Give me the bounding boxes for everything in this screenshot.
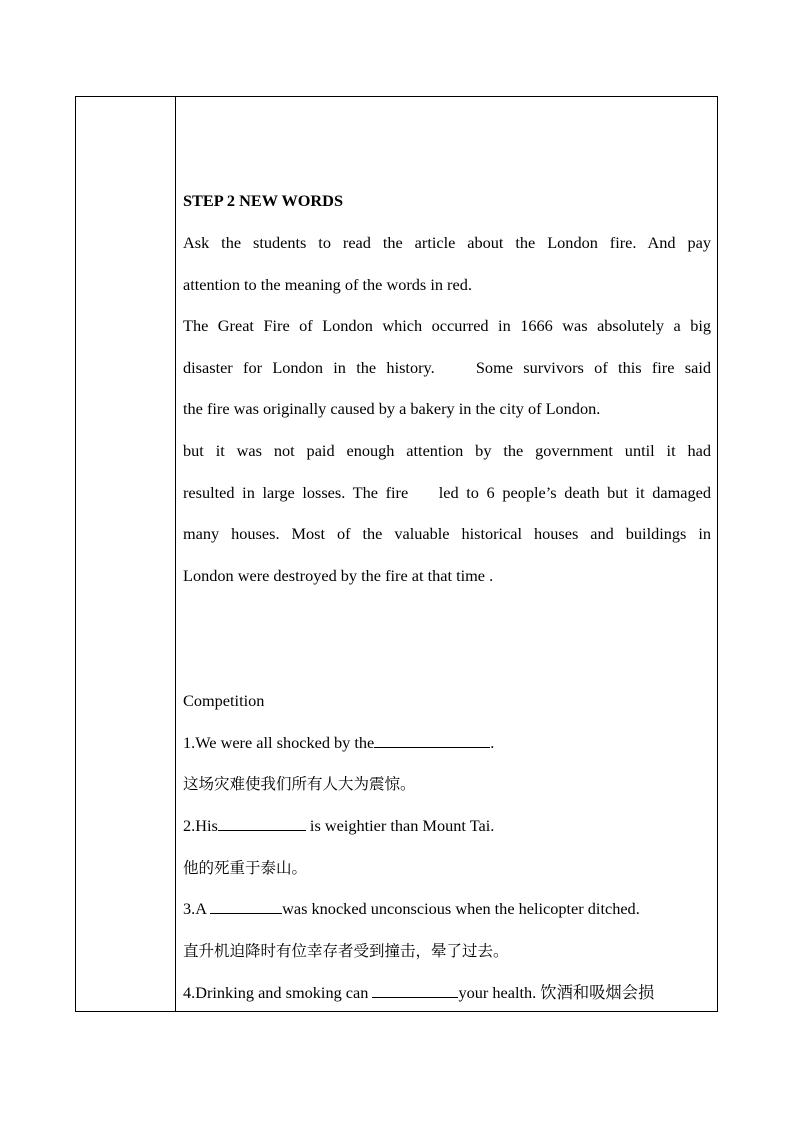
question-2-text: 2.His xyxy=(183,816,218,835)
question-1 xyxy=(183,733,711,753)
question-3-text: 3.A xyxy=(183,899,211,918)
question-2 xyxy=(183,816,711,836)
question-3-translation: 直升机迫降时有位幸存者受到撞击，晕了过去。 xyxy=(183,942,509,960)
answer-blank[interactable] xyxy=(374,733,490,748)
article-line: resulted in large losses. The fire led to 6 people’s death but it damaged xyxy=(183,483,711,502)
question-4-end: your health. 饮酒和吸烟会损 xyxy=(458,983,655,1002)
article-line: London were destroyed by the fire at that time . xyxy=(183,566,494,585)
left-column-cell xyxy=(76,97,176,1011)
instruction-line: Ask the students to read the article about the London fire. And pay xyxy=(183,233,711,252)
question-1-text: 1.We were all shocked by the xyxy=(183,733,375,752)
question-3-end: was knocked unconscious when the helicopter ditched. xyxy=(282,899,640,918)
answer-blank[interactable] xyxy=(218,816,306,831)
question-1-end: . xyxy=(490,733,495,752)
article-line: many houses. Most of the valuable historical houses and buildings in xyxy=(183,524,711,543)
article-line: the fire was originally caused by a bakery in the city of London. xyxy=(183,399,601,418)
question-4 xyxy=(183,983,711,1003)
article-line: disaster for London in the history. Some survivors of this fire said xyxy=(183,358,711,377)
question-2-translation: 他的死重于泰山。 xyxy=(183,859,308,877)
question-4-text: 4.Drinking and smoking can xyxy=(183,983,373,1002)
answer-blank[interactable] xyxy=(210,899,282,914)
question-3 xyxy=(183,899,711,919)
answer-blank[interactable] xyxy=(372,983,458,998)
question-2-end: is weightier than Mount Tai. xyxy=(305,816,495,835)
article-line: but it was not paid enough attention by the government until it had xyxy=(183,441,711,460)
lesson-table xyxy=(75,96,718,1012)
competition-title: Competition xyxy=(183,691,265,710)
instruction-line: attention to the meaning of the words in red. xyxy=(183,275,472,294)
question-1-translation: 这场灾难使我们所有人大为震惊。 xyxy=(183,775,416,793)
step-heading: STEP 2 NEW WORDS xyxy=(183,191,343,210)
article-line: The Great Fire of London which occurred in 1666 was absolutely a big xyxy=(183,316,711,335)
